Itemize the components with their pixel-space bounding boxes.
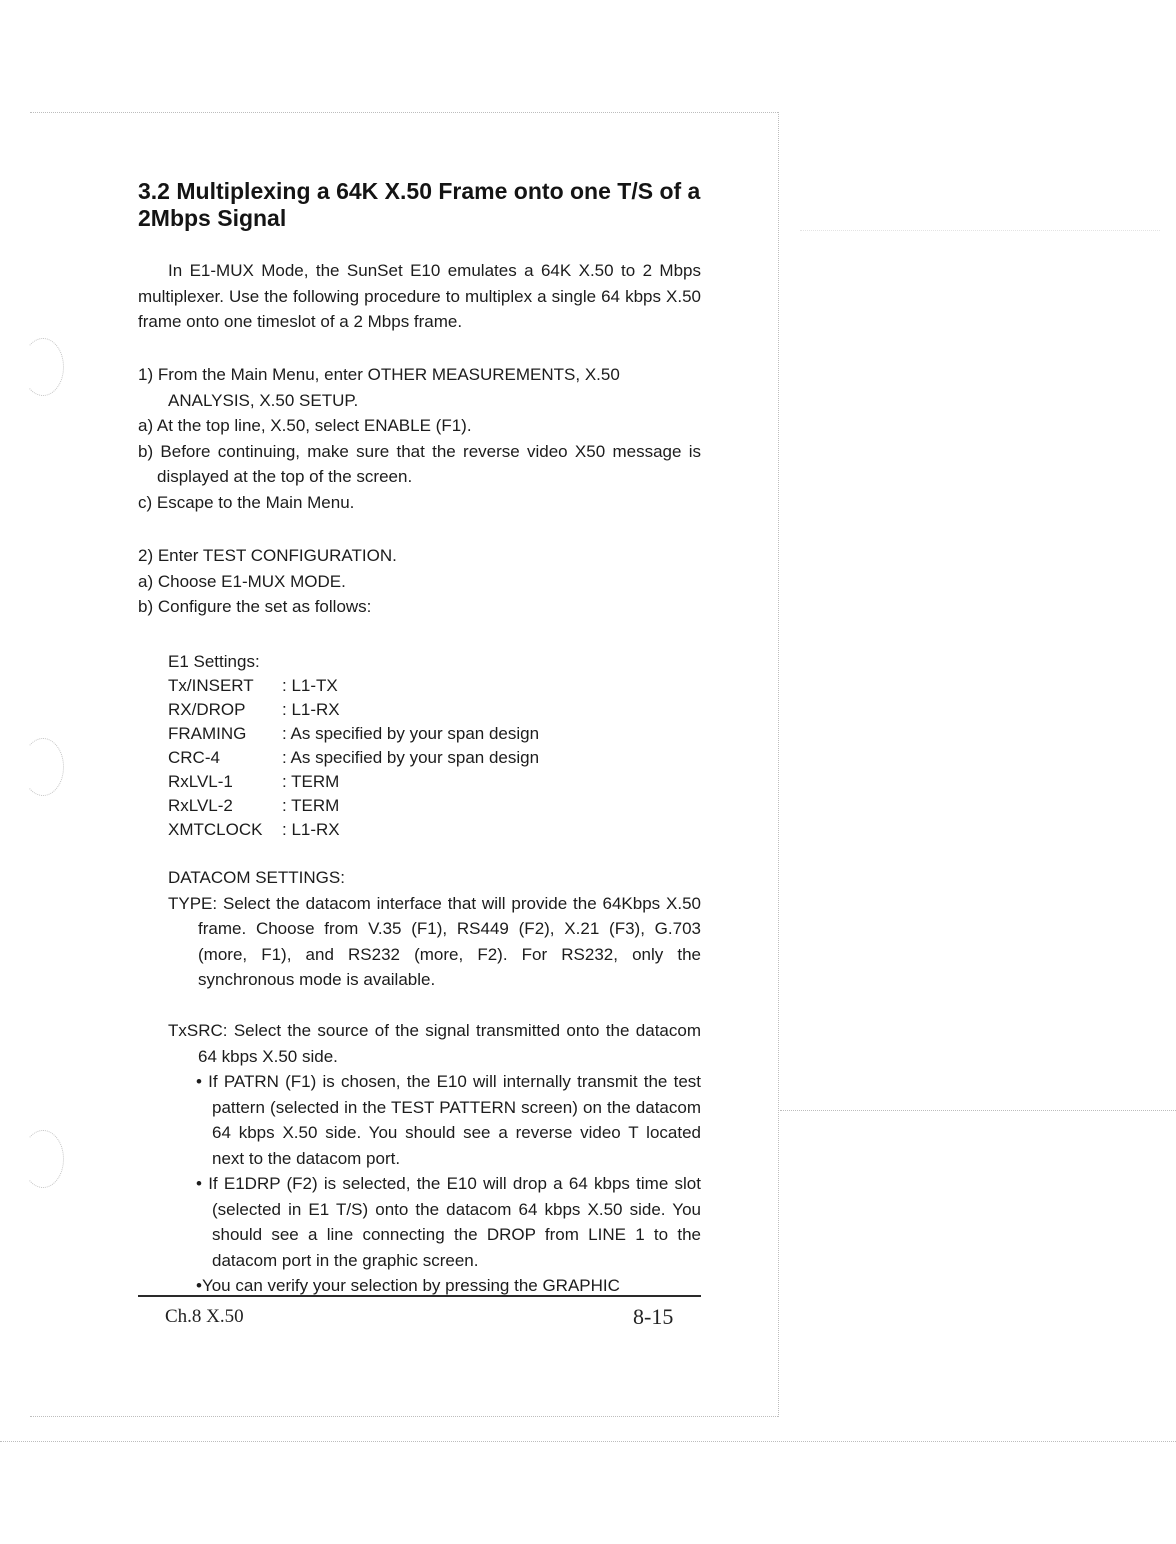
bullet-patrn: • If PATRN (F1) is chosen, the E10 will internally transmit the test pattern (selected in the TEST PATTERN screen) on the datacom 64 kbps X.50 side. You should see a reverse video T located next to the datacom port. xyxy=(196,1072,701,1168)
scan-edge-top xyxy=(30,112,778,113)
datacom-type: TYPE: Select the datacom interface that will provide the 64Kbps X.50 frame. Choose from V.35 (F1), RS449 (F2), X.21 (F3), G.703 (more, F1), and RS232 (more, F2). For RS232, only the synchronous mode is available. xyxy=(168,893,701,989)
step-1a: a) At the top line, X.50, select ENABLE (F1). xyxy=(138,416,472,435)
scan-edge-bottom-outer xyxy=(0,1441,1176,1442)
step-1 xyxy=(138,362,701,515)
datacom-txsrc: TxSRC: Select the source of the signal transmitted onto the datacom 64 kbps X.50 side. xyxy=(168,1021,701,1066)
footer-page-number: 8-15 xyxy=(633,1304,674,1329)
settings-value: : As specified by your span design xyxy=(282,724,540,743)
scan-edge-right xyxy=(778,112,779,1417)
step-2b: b) Configure the set as follows: xyxy=(138,597,372,616)
bullet-graphic: •You can verify your selection by pressing the GRAPHIC xyxy=(196,1276,620,1295)
scan-edge-bottom xyxy=(30,1416,778,1417)
settings-row xyxy=(168,770,539,794)
settings-key: Tx/INSERT xyxy=(168,676,254,695)
datacom-txsrc-block xyxy=(168,1018,701,1069)
intro-paragraph: In E1-MUX Mode, the SunSet E10 emulates a 64K X.50 to 2 Mbps multiplexer. Use the following procedure to multiplex a single 64 kbps X.50 frame onto one timeslot of a 2 Mbps frame. xyxy=(138,261,701,331)
e1-settings xyxy=(168,650,539,842)
settings-row xyxy=(168,674,539,698)
datacom-settings xyxy=(168,865,701,993)
settings-row xyxy=(168,746,539,770)
step-2 xyxy=(138,543,701,620)
settings-key: FRAMING xyxy=(168,724,247,743)
settings-row xyxy=(168,818,539,842)
step-2-main: 2) Enter TEST CONFIGURATION. xyxy=(138,546,397,565)
footer-chapter: Ch.8 X.50 xyxy=(165,1306,244,1327)
e1-settings-table xyxy=(168,674,539,842)
punch-hole-middle xyxy=(22,738,64,796)
scan-mark-right-top xyxy=(800,230,1160,231)
settings-key: XMTCLOCK xyxy=(168,820,263,839)
datacom-heading: DATACOM SETTINGS: xyxy=(168,868,345,887)
e1-settings-heading: E1 Settings: xyxy=(168,652,260,671)
settings-value: : TERM xyxy=(282,772,340,791)
settings-key: RxLVL-1 xyxy=(168,772,233,791)
settings-key: RxLVL-2 xyxy=(168,796,233,815)
footer-rule xyxy=(138,1295,701,1297)
settings-row xyxy=(168,698,539,722)
settings-value: : L1-TX xyxy=(282,676,338,695)
settings-row xyxy=(168,722,539,746)
punch-hole-top xyxy=(22,338,64,396)
step-1-main: 1) From the Main Menu, enter OTHER MEASUREMENTS, X.50 ANALYSIS, X.50 SETUP. xyxy=(138,365,620,410)
txsrc-bullets xyxy=(196,1069,701,1299)
step-2a: a) Choose E1-MUX MODE. xyxy=(138,571,346,591)
scan-mark-right xyxy=(780,1110,1176,1111)
step-1b: b) Before continuing, make sure that the reverse video X50 message is displayed at the top of the screen. xyxy=(138,441,701,486)
section-title: 3.2 Multiplexing a 64K X.50 Frame onto one T/S of a 2Mbps Signal xyxy=(138,178,701,231)
settings-value: : L1-RX xyxy=(282,820,340,839)
settings-key: CRC-4 xyxy=(168,748,220,767)
settings-value: : L1-RX xyxy=(282,700,340,719)
settings-key: RX/DROP xyxy=(168,700,246,719)
settings-value: : TERM xyxy=(282,796,340,815)
settings-value: : As specified by your span design xyxy=(282,748,540,767)
punch-hole-bottom xyxy=(22,1130,64,1188)
step-1c: c) Escape to the Main Menu. xyxy=(138,492,355,512)
bullet-e1drp: • If E1DRP (F2) is selected, the E10 will drop a 64 kbps time slot (selected in E1 T/S) onto the datacom 64 kbps X.50 side. You should see a line connecting the DROP from LINE 1 to the datacom port in the graphic screen. xyxy=(196,1174,701,1270)
settings-row xyxy=(168,794,539,818)
